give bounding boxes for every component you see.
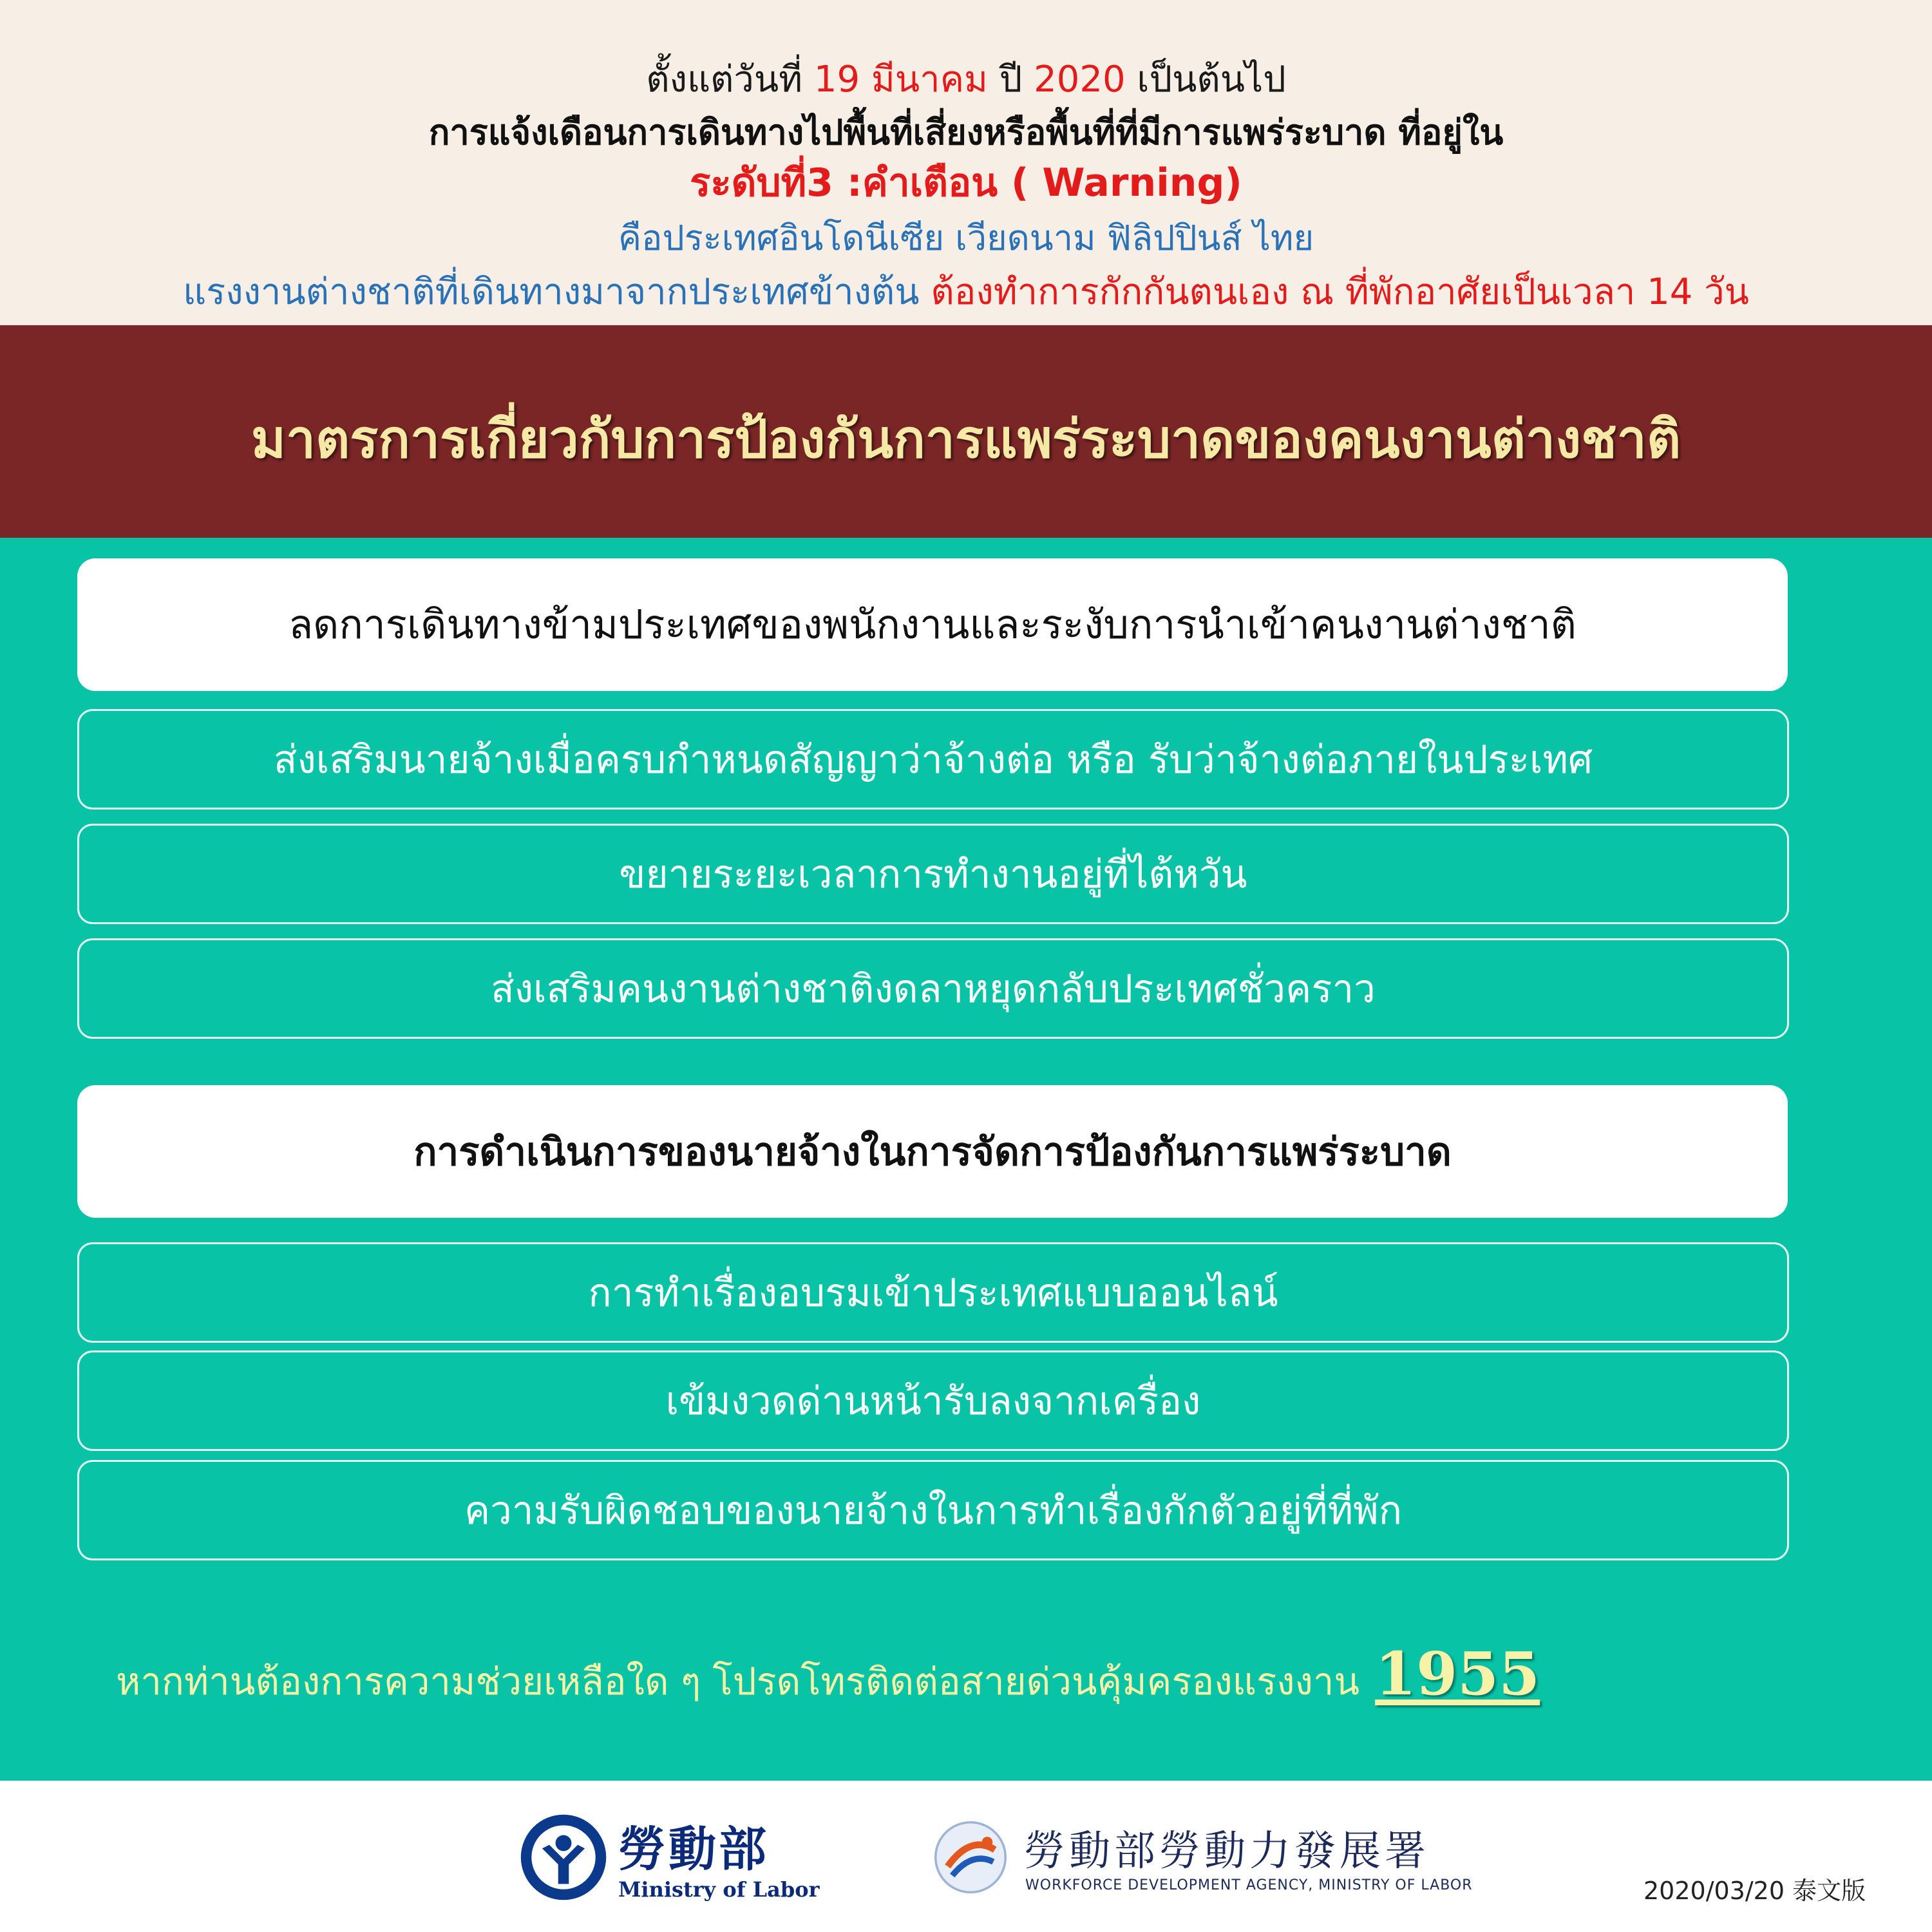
section1-item-label: ส่งเสริมนายจ้างเมื่อครบกำหนดสัญญาว่าจ้างต่อ หรือ รับว่าจ้างต่อภายในประเทศ: [273, 737, 1593, 782]
section2-item-label: การทำเรื่องอบรมเข้าประเทศแบบออนไลน์: [588, 1270, 1278, 1316]
date-year: 2020: [1034, 59, 1126, 100]
wda-chinese-name: 勞動部勞動力發展署: [1024, 1828, 1430, 1875]
section2-item-label: เข้มงวดด่านหน้ารับลงจากเครื่อง: [665, 1378, 1201, 1424]
date-suffix: เป็นต้นไป: [1125, 59, 1286, 100]
measures-section: [0, 538, 1932, 1781]
wda-logo-icon: [933, 1819, 1009, 1895]
mol-english-name: Ministry of Labor: [618, 1877, 820, 1902]
wda-english-name: WORKFORCE DEVELOPMENT AGENCY, MINISTRY OF LABOR: [1025, 1877, 1473, 1893]
title-banner: [0, 325, 1932, 538]
section2-item-card: [77, 1460, 1789, 1560]
section2-item-card: [77, 1350, 1789, 1451]
footer: [0, 1781, 1932, 1932]
hotline-number[interactable]: 1955: [1375, 1639, 1540, 1709]
date-month: มีนาคม: [860, 59, 988, 100]
quarantine-line: [0, 263, 1932, 320]
mol-chinese-name: 勞動部: [618, 1822, 769, 1877]
section2-heading-card: [77, 1085, 1788, 1218]
date-prefix: ตั้งแต่วันที่: [646, 59, 814, 100]
ministry-of-labor-logo-icon: [519, 1813, 608, 1902]
section1-heading-card: [77, 558, 1788, 691]
year-prefix: ปี: [987, 59, 1034, 100]
date-day: 19: [813, 59, 860, 100]
countries-line: คือประเทศอินโดนีเซีย เวียดนาม ฟิลิปปินส์ ไทย: [618, 218, 1314, 258]
hotline-text: หากท่านต้องการความช่วยเหลือใด ๆ โปรดโทรติดต่อสายด่วนคุ้มครองแรงงาน: [116, 1660, 1360, 1703]
page-title: มาตรการเกี่ยวกับการป้องกันการแพร่ระบาดของคนงานต่างชาติ: [251, 409, 1681, 470]
section2-heading: การดำเนินการของนายจ้างในการจัดการป้องกันการแพร่ระบาด: [413, 1129, 1452, 1175]
section1-item-label: ส่งเสริมคนงานต่างชาติงดลาหยุดกลับประเทศชั่วคราว: [491, 966, 1376, 1012]
header-section: [0, 0, 1932, 325]
section1-item-card: [77, 824, 1789, 924]
section1-heading: ลดการเดินทางข้ามประเทศของพนักงานและระงับการนำเข้าคนงานต่างชาติ: [289, 601, 1577, 648]
warning-level: ระดับที่3 :คำเตือน ( Warning): [690, 160, 1242, 205]
hotline-line: [116, 1639, 1540, 1711]
section1-item-card: [77, 938, 1789, 1039]
effective-date-line: [0, 50, 1932, 108]
version-label: 2020/03/20 泰文版: [1643, 1877, 1866, 1905]
warning-notice-line: การแจ้งเดือนการเดินทางไปพื้นที่เสี่ยงหรือพื้นที่ที่มีการแพร่ระบาด ที่อยู่ใน: [428, 112, 1504, 153]
section1-item-card: [77, 709, 1789, 810]
section2-item-label: ความรับผิดชอบของนายจ้างในการทำเรื่องกักตัวอยู่ที่ที่พัก: [464, 1488, 1403, 1533]
quarantine-subject: แรงงานต่างชาติที่เดินทางมาจากประเทศข้างต้น: [183, 271, 931, 313]
section2-item-card: [77, 1242, 1789, 1343]
quarantine-requirement: ต้องทำการกักกันตนเอง ณ ที่พักอาศัยเป็นเวลา 14 วัน: [931, 271, 1749, 313]
section1-item-label: ขยายระยะเวลาการทำงานอยู่ที่ไต้หวัน: [619, 851, 1247, 897]
